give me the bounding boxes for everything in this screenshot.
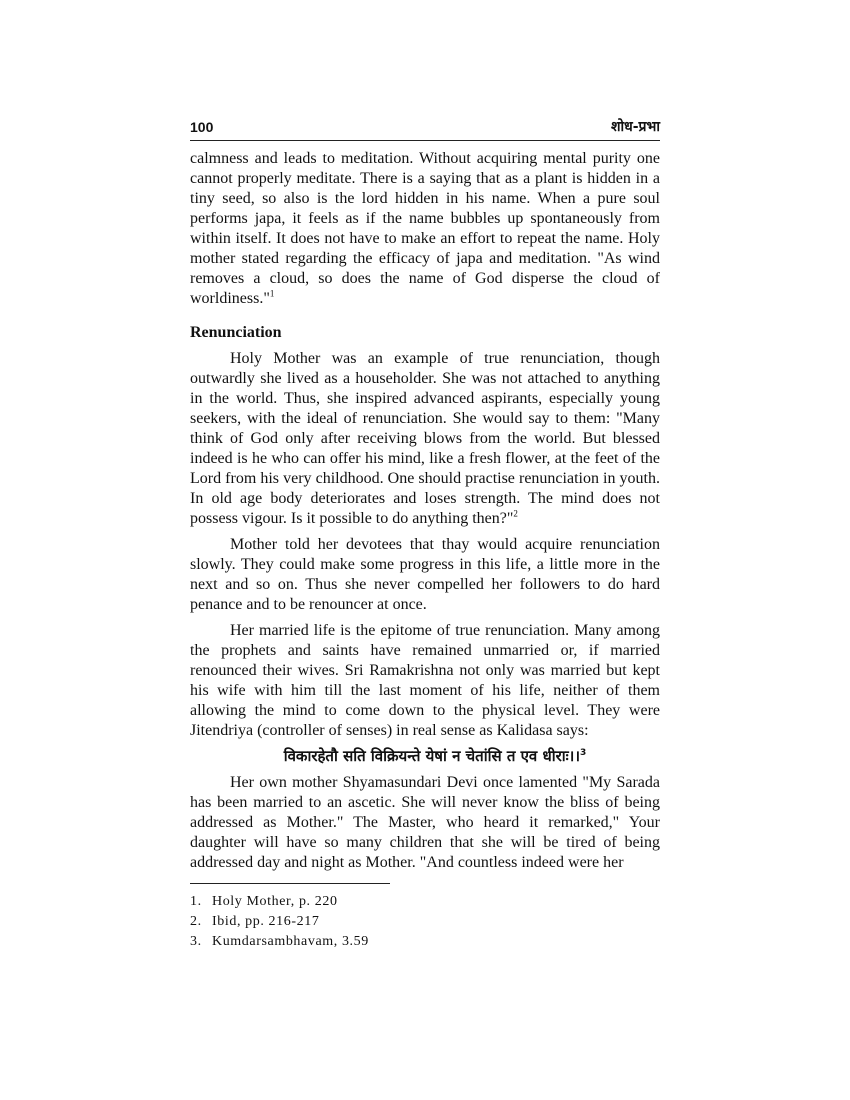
paragraph-shyamasundari: Her own mother Shyamasundari Devi once lamented "My Sarada has been married to an ascetic. She will never know the bliss of being addressed as Mother." The Master, who heard it remarked," Your daughter will have so many children that she will be tired of being addressed day and night as Mother. "And countless indeed were her [190, 774, 660, 871]
footnote-ref-1: 1 [269, 288, 275, 299]
journal-title: शोध-प्रभा [610, 119, 660, 135]
paragraph-text: Holy Mother was an example of true renunciation, though outwardly she lived as a householder. She was not attached to anything in the world. Thus, she inspired advanced aspirants, especially young seekers, with the ideal of renunciation. She would say to them: "Many think of God only after receiving blows from the world. But blessed indeed is he who can offer his mind, like a fresh flower, at the feet of the Lord from his very childhood. One should practise renunciation in youth. In old age body deteriorates and loses strength. The mind does not possess vigour. Is it possible to do anything then?" [190, 350, 660, 527]
footnote-number: 3. [190, 934, 202, 949]
footnote-ref-2: 2 [513, 508, 518, 519]
footnotes [190, 892, 660, 952]
footnote-divider [190, 883, 390, 884]
running-header [190, 112, 660, 141]
page-number: 100 [190, 119, 214, 135]
paragraph-married-life: Her married life is the epitome of true renunciation. Many among the prophets and saints have remained unmarried or, if married renounced their wives. Sri Ramakrishna not only was married but kept his wife with him till the last moment of his life, neither of them allowing the mind to come down to the physical level. They were Jitendriya (controller of senses) in real sense as Kalidasa says: [190, 622, 660, 739]
section-heading: Renunciation [190, 324, 282, 341]
paragraph-devotees: Mother told her devotees that thay would acquire renunciation slowly. They could make some progress in this life, a little more in the next and so on. Thus she never compelled her followers to do hard penance and to be renouncer at once. [190, 536, 660, 613]
footnote-text: Holy Mother, p. 220 [212, 894, 338, 909]
footnote-text: Ibid, pp. 216-217 [212, 914, 320, 929]
footnote-number: 2. [190, 914, 202, 929]
verse-text: विकारहेतौ सति विक्रियन्ते येषां न चेतांसि त एव धीराः।। [283, 747, 581, 765]
footnote-3 [190, 932, 660, 952]
footnote-ref-3: 3 [580, 748, 587, 758]
footnote-text: Kumdarsambhavam, 3.59 [212, 934, 369, 949]
footnote-2 [190, 912, 660, 932]
paragraph-meditation [190, 149, 660, 309]
sanskrit-verse [190, 745, 660, 767]
footnote-1 [190, 892, 660, 912]
paragraph-renunciation [190, 349, 660, 529]
paragraph-text: calmness and leads to meditation. Without acquiring mental purity one cannot properly meditate. There is a saying that as a plant is hidden in a tiny seed, so also is the lord hidden in his name. When a pure soul performs japa, it feels as if the name bubbles up spontaneously from within itself. It does not have to make an effort to repeat the name. Holy mother stated regarding the efficacy of japa and meditation. "As wind removes a cloud, so does the name of God disperse the cloud of worldiness." [190, 150, 660, 307]
book-page [190, 112, 660, 952]
footnote-number: 1. [190, 894, 202, 909]
